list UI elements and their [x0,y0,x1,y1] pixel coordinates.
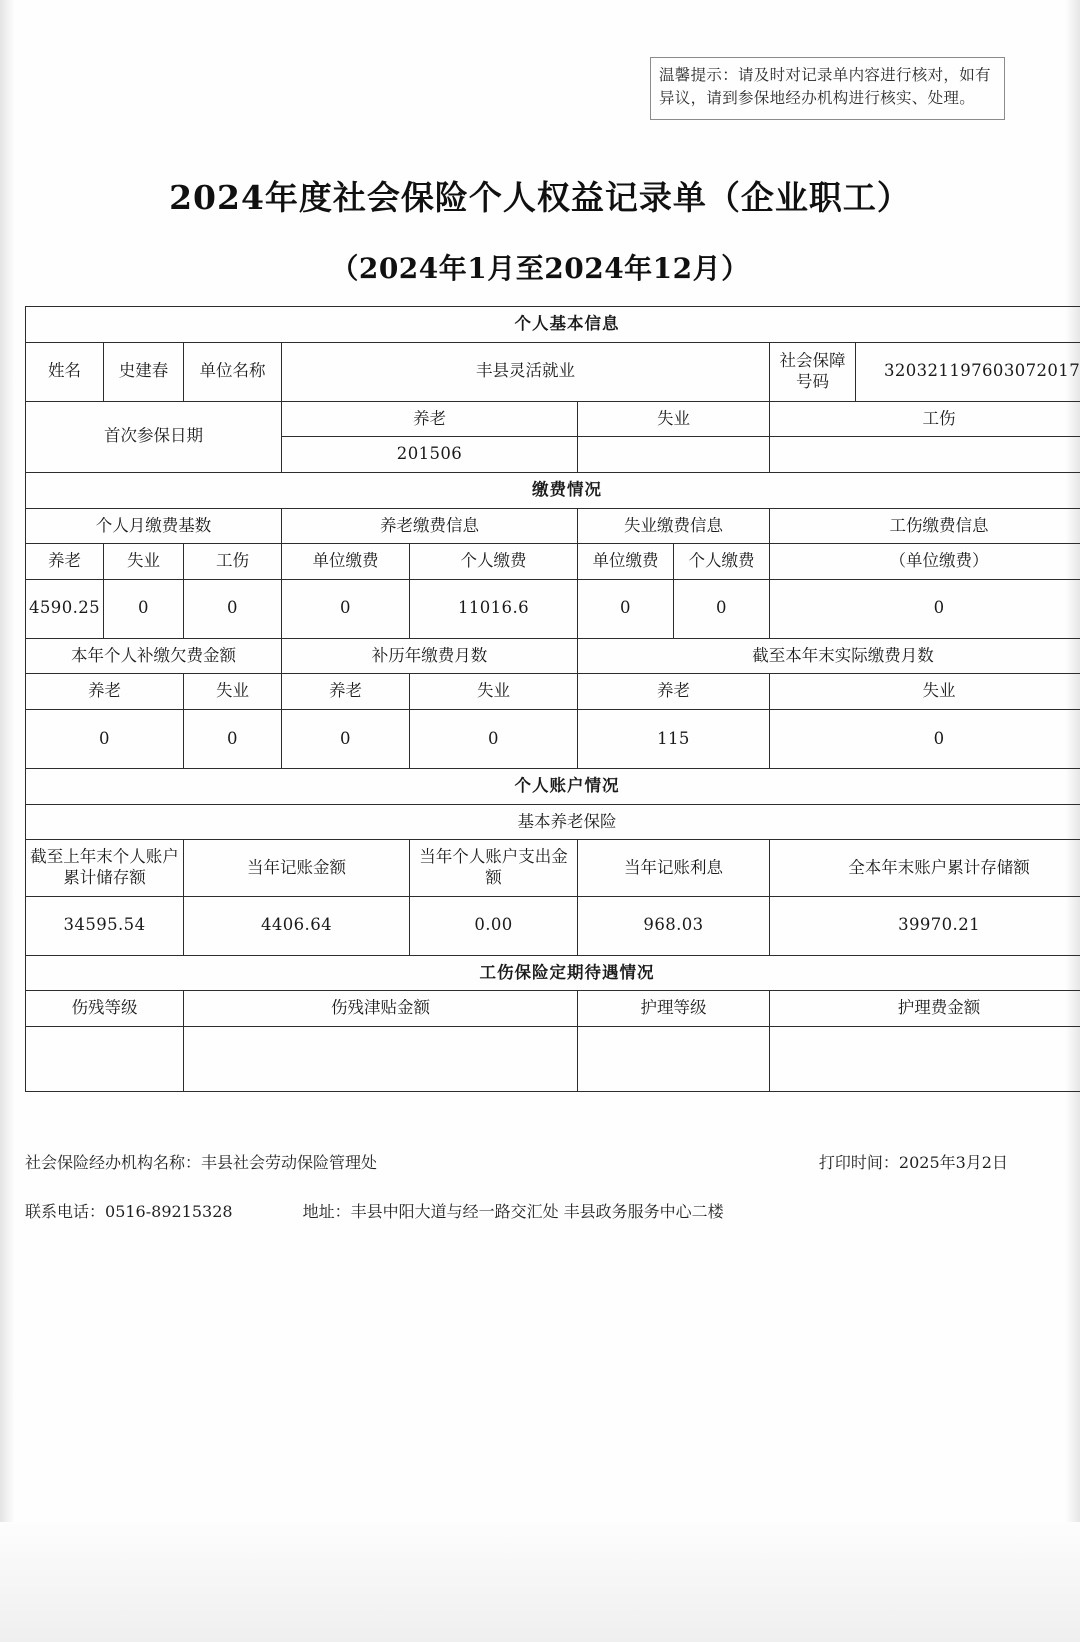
print-time-value: 2025年3月2日 [898,1153,1008,1172]
page-title: 2024年度社会保险个人权益记录单（企业职工） [169,178,911,217]
table-row [26,840,1080,896]
address-info [303,1199,724,1222]
value-unemp-unit: 0 [578,579,674,638]
value-prev-balance: 34595.54 [26,896,184,955]
value-actual-unemployment: 0 [770,710,1080,769]
footer-row-contact [25,1199,1008,1222]
col-year-credit: 当年记账金额 [184,840,410,896]
value-name: 史建春 [104,342,184,401]
table-row [26,508,1080,544]
table-row [26,955,1080,991]
value-total-balance: 39970.21 [770,896,1080,955]
value-first-pension: 201506 [282,437,578,473]
col-pension-personal: 个人缴费 [410,544,578,580]
label-name: 姓名 [26,342,104,401]
value-unemp-personal: 0 [674,579,770,638]
col-pension-unit: 单位缴费 [282,544,410,580]
col-makeup-pension: 养老 [26,674,184,710]
value-ssn: 320321197603072017 [856,342,1080,401]
table-row [26,638,1080,674]
col-care-fee: 护理费金额 [770,991,1080,1027]
section-title-basic-info: 个人基本信息 [26,307,1080,343]
table-row [26,472,1080,508]
phone-info [25,1199,233,1222]
agency-info [25,1150,377,1173]
value-care-fee [770,1026,1080,1091]
col-unemp-personal: 个人缴费 [674,544,770,580]
page-subtitle: （2024年1月至2024年12月） [330,252,750,285]
print-time-label: 打印时间： [818,1153,899,1172]
col-injury-note: （单位缴费） [770,544,1080,580]
value-disability-level [26,1026,184,1091]
table-row [26,710,1080,769]
scan-edge-bottom [0,1522,1080,1642]
value-pension-personal: 11016.6 [410,579,578,638]
section-title-injury-benefit: 工伤保险定期待遇情况 [26,955,1080,991]
table-row [26,579,1080,638]
footer-row-agency [25,1150,1008,1173]
col-year-interest: 当年记账利息 [578,840,770,896]
value-base-unemployment: 0 [104,579,184,638]
col-makeup-unemployment: 失业 [184,674,282,710]
table-row [26,769,1080,805]
table-row [26,401,1080,437]
col-actual-unemployment: 失业 [770,674,1080,710]
table-row [26,307,1080,343]
value-first-unemployment [578,437,770,473]
value-year-payout: 0.00 [410,896,578,955]
col-unemp-unit: 单位缴费 [578,544,674,580]
col-base-injury: 工伤 [184,544,282,580]
value-injury-unit: 0 [770,579,1080,638]
label-ssn: 社会保障号码 [770,342,856,401]
header-unemployment: 失业 [578,401,770,437]
value-makeup-unemployment: 0 [184,710,282,769]
warm-tip-box [650,57,1005,120]
header-pension: 养老 [282,401,578,437]
section-title-payment: 缴费情况 [26,472,1080,508]
col-disability-allowance: 伤残津贴金额 [184,991,578,1027]
value-makeup-years-unemployment: 0 [410,710,578,769]
value-base-pension: 4590.25 [26,579,104,638]
value-makeup-years-pension: 0 [282,710,410,769]
group-header-base: 个人月缴费基数 [26,508,282,544]
table-row [26,896,1080,955]
account-subtitle: 基本养老保险 [26,804,1080,840]
section-title-account: 个人账户情况 [26,769,1080,805]
value-disability-allowance [184,1026,578,1091]
agency-value: 丰县社会劳动保险管理处 [201,1153,378,1172]
col-prev-balance: 截至上年末个人账户累计储存额 [26,840,184,896]
group-header-actual-months: 截至本年末实际缴费月数 [578,638,1080,674]
table-row [26,1026,1080,1091]
group-header-pension: 养老缴费信息 [282,508,578,544]
col-care-level: 护理等级 [578,991,770,1027]
col-actual-pension: 养老 [578,674,770,710]
table-row [26,674,1080,710]
header-injury: 工伤 [770,401,1080,437]
record-sheet [25,306,1080,1092]
value-year-interest: 968.03 [578,896,770,955]
value-base-injury: 0 [184,579,282,638]
table-row [26,544,1080,580]
value-makeup-pension: 0 [26,710,184,769]
group-header-makeup-years: 补历年缴费月数 [282,638,578,674]
document-footer [25,1150,1008,1222]
warm-tip-text: 温馨提示：请及时对记录单内容进行核对，如有异议，请到参保地经办机构进行核实、处理。 [659,66,991,108]
group-header-injury: 工伤缴费信息 [770,508,1080,544]
value-care-level [578,1026,770,1091]
print-time-info [819,1150,1008,1173]
col-makeup-years-unemployment: 失业 [410,674,578,710]
col-total-balance: 全本年末账户累计存储额 [770,840,1080,896]
agency-label: 社会保险经办机构名称： [25,1153,202,1172]
label-unit: 单位名称 [184,342,282,401]
col-makeup-years-pension: 养老 [282,674,410,710]
address-label: 地址： [302,1202,351,1221]
value-first-injury [770,437,1080,473]
phone-value: 0516-89215328 [105,1202,233,1221]
table-row [26,342,1080,401]
table-row [26,804,1080,840]
col-base-pension: 养老 [26,544,104,580]
phone-label: 联系电话： [25,1202,106,1221]
table-row [26,991,1080,1027]
address-value: 丰县中阳大道与经一路交汇处 丰县政务服务中心二楼 [350,1202,724,1221]
value-year-credit: 4406.64 [184,896,410,955]
value-actual-pension: 115 [578,710,770,769]
value-unit: 丰县灵活就业 [282,342,770,401]
col-year-payout: 当年个人账户支出金额 [410,840,578,896]
group-header-unemployment: 失业缴费信息 [578,508,770,544]
col-base-unemployment: 失业 [104,544,184,580]
label-first-insured-date: 首次参保日期 [26,401,282,472]
col-disability-level: 伤残等级 [26,991,184,1027]
group-header-makeup: 本年个人补缴欠费金额 [26,638,282,674]
value-pension-unit: 0 [282,579,410,638]
